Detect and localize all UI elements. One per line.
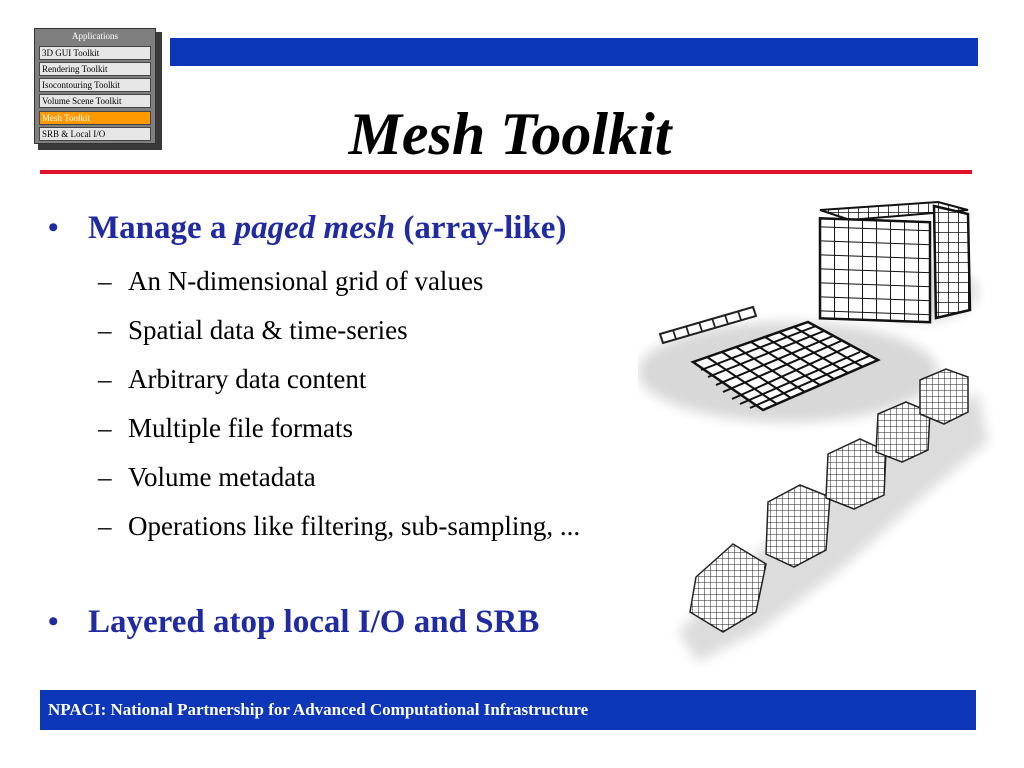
sub-item-text: Spatial data & time-series (128, 315, 408, 345)
menu-item-3d-gui-toolkit[interactable]: 3D GUI Toolkit (39, 46, 151, 60)
dash-marker: – (98, 315, 112, 345)
dash-marker: – (98, 364, 112, 394)
menu-item-mesh-toolkit[interactable]: Mesh Toolkit (39, 111, 151, 125)
menu-title: Applications (72, 31, 118, 41)
footer-bar (40, 690, 976, 730)
menu-item-rendering-toolkit[interactable]: Rendering Toolkit (39, 62, 151, 76)
dash-marker: – (98, 462, 112, 492)
footer-text: NPACI: National Partnership for Advanced Computational Infrastructure (48, 700, 589, 719)
mesh-illustration (638, 192, 996, 672)
sub-item-text: Operations like filtering, sub-sampling, ... (128, 511, 581, 541)
title-divider (40, 170, 972, 174)
bullet-emphasis: paged mesh (234, 210, 396, 246)
sub-item-text: Multiple file formats (128, 413, 353, 443)
bullet-prefix: Manage a (88, 210, 235, 246)
mesh-3d-cube (820, 202, 970, 322)
header-bar (170, 38, 978, 66)
bullet-suffix: (array-like) (395, 210, 567, 246)
menu-item-srb-local-io[interactable]: SRB & Local I/O (39, 127, 151, 141)
bullet-marker: • (48, 211, 59, 244)
dash-marker: – (98, 413, 112, 443)
sub-item-text: Volume metadata (128, 462, 316, 492)
applications-menu (34, 28, 156, 144)
bullet-marker: • (48, 605, 59, 638)
menu-item-isocontouring-toolkit[interactable]: Isocontouring Toolkit (39, 78, 151, 92)
sub-item-text: Arbitrary data content (128, 364, 367, 394)
dash-marker: – (98, 511, 112, 541)
bullet-text (88, 208, 566, 248)
dash-marker: – (98, 266, 112, 296)
slide-title: Mesh Toolkit (348, 101, 672, 167)
menu-item-volume-scene-toolkit[interactable]: Volume Scene Toolkit (39, 94, 151, 108)
sub-item-text: An N-dimensional grid of values (128, 266, 484, 296)
bullet-text: Layered atop local I/O and SRB (88, 604, 540, 640)
